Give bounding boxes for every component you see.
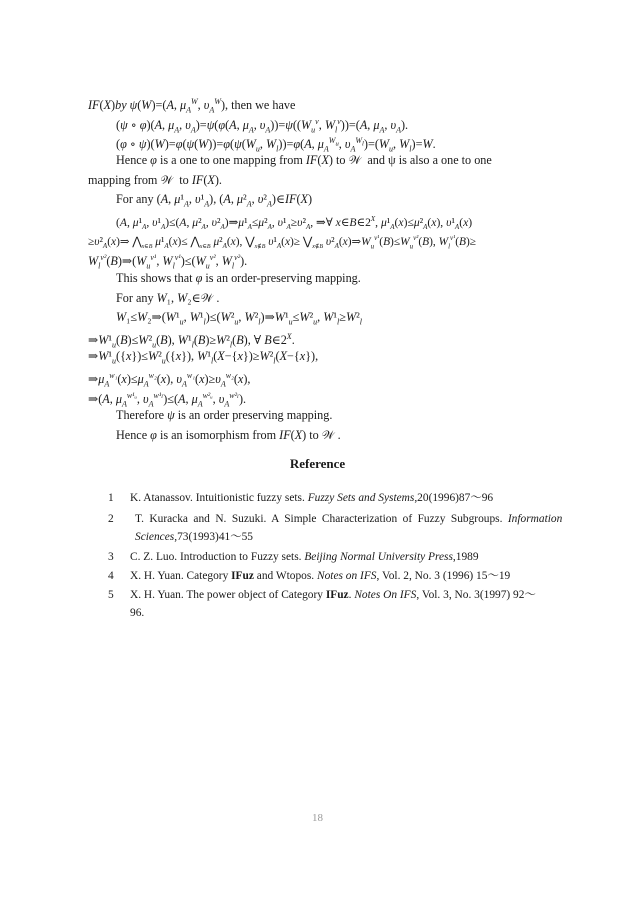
text-line: $\ge\upsilon^2_A(x)\Rightarrow$ $⋀_{x\in B}$ $\mu^1_A(x)\le$ $⋀_{x\in B}$ $\mu^2_A(x)$, $⋁_{x\notin B}$ $\upsilon^1_A(x)\ge$ $⋁_{x\notin B}$ $\upsilon^2_A(x)\Rightarrow W_u^{v^1}(B)\le W_u^{v^2}(B)$, $W_l^{v^1}(B)\ge$ (88, 234, 477, 251)
text-line: (A, $\mu^1_A$, $\upsilon^1_A)\le(A$, $\mu^2_A$, $\upsilon^2_A)\Rightarrow\mu^1_A\le\mu^2_A$, $\upsilon^1_A\ge\upsilon^2_A$, ⇒∀ $x\in B\in 2^X$, $\mu^1_A(x)\le\mu^2_A(x)$, $\upsilon^1_A(x)$ (116, 215, 473, 232)
reference-number: 5 (108, 589, 114, 601)
reference-number: 3 (108, 551, 114, 563)
references-heading: Reference (289, 456, 346, 471)
text-line: This shows that φ is an order-preserving mapping. (116, 271, 361, 285)
text-line: Hence φ is an isomorphism from IF(X) to 𝒲 . (116, 428, 341, 442)
text-line: $\Rightarrow W^1_u(\{x\})\le W^2_u(\{x\})$, $W^1_l(X-\{x\})\ge W^2_l(X-\{x\})$, (88, 349, 319, 366)
reference-authors: T. Kuracka and N. Suzuki. A Simple Characterization of Fuzzy Subgroups. (135, 513, 508, 525)
page-number: 18 (312, 812, 323, 824)
reference-details: , Vol. 2, No. 3 (1996) 15～19 (376, 570, 511, 582)
reference-title: and Wtopos. (253, 570, 317, 582)
reference-number: 2 (108, 513, 114, 525)
text-line: ⇒(A, $\mu_A^{w^1ᵤ}$, $\upsilon_A^{w^1_l})\le(A$, $\mu_A^{w^2ᵤ}$, $\upsilon_A^{w^2_l}$). (88, 391, 247, 409)
text-line: $\Rightarrow W^1_u(B)\le W^2_u(B)$, $W^1_l(B)\ge W^2_l(B)$, ∀ $B\in 2^X$. (88, 332, 295, 350)
reference-authors: K. Atanassov. Intuitionistic fuzzy sets. (130, 492, 308, 504)
text-line: (φ ∘ $\psi)(W)=\varphi(\psi(W))=\varphi(\psi(W_u$, $W_l))=\varphi(A$, $\mu_A^{W_u}$, $\upsilon_A^{W_l})=(W_u$, $W_l)=W$. (116, 136, 436, 154)
reference-number: 1 (108, 492, 114, 504)
reference-item (108, 549, 568, 565)
reference-venue-cont: Sciences (135, 531, 175, 543)
text-line: $\Rightarrow\mu_A^{w_1}(x)\le\mu_A^{w_2}(x)$, $\upsilon_A^{w_1}(x)\ge\upsilon_A^{w_2}(x)$, (88, 371, 251, 389)
reference-title: . (348, 589, 355, 601)
reference-details: ,73(1993)41～55 (174, 531, 253, 543)
text-line: Therefore ψ is an order preserving mapping. (116, 408, 333, 422)
reference-details: ,1989 (452, 551, 479, 563)
text-line: $W_1\le W_2\Rightarrow(W^1_u$, $W^1_l)\le(W^2_u$, $W^2_l)\Rightarrow W^1_u\le W^2_u$, $W^1_l\ge W^2_l$ (116, 310, 363, 327)
reference-venue: Beijing Normal University Press (304, 551, 453, 563)
reference-category: IFuz (325, 589, 349, 601)
reference-venue: Information (507, 513, 563, 525)
reference-details: ,20(1996)87～96 (414, 492, 494, 504)
text-line: (ψ ∘ φ)(A, $\mu_A$, $\upsilon_A)=\psi(\varphi(A$, $\mu_A$, $\upsilon_A))=\psi((W_u^v$, $W_l^v))=(A$, $\mu_A$, $\upsilon_A$). (116, 117, 409, 135)
reference-venue: Fuzzy Sets and Systems (307, 492, 415, 504)
text-line: For any W₁, W₂∈𝒲 . (116, 291, 220, 305)
reference-item (108, 490, 568, 506)
reference-item (108, 568, 568, 584)
reference-details: , Vol. 3, No. 3(1997) 92～ (416, 589, 536, 601)
reference-number: 4 (108, 570, 114, 582)
reference-authors: C. Z. Luo. Introduction to Fuzzy sets. (130, 551, 305, 563)
reference-authors: X. H. Yuan. Category (130, 570, 232, 582)
reference-item (108, 511, 568, 545)
text-line: For any (A, $\mu^1_A$, $\upsilon^1_A$), (A, $\mu^2_A$, $\upsilon^2_A)\in IF(X)$ (116, 192, 313, 209)
text-line: $W_l^{v^2}(B)\Rightarrow(W_u^{v^1}$, $W_l^{v^1})\le(W_u^{v^2}$, $W_l^{v^2}$). (88, 253, 248, 271)
text-line: mapping from 𝒲 to IF(X). (88, 173, 222, 187)
reference-category: IFuz (231, 570, 254, 582)
reference-details-cont: 96. (130, 607, 145, 619)
reference-venue: Notes on IFS (317, 570, 377, 582)
text-line: IF(X)by ψ(W)=(A, $\mu_A^W$, $\upsilon_A^W$), then we have (88, 97, 296, 115)
reference-authors: X. H. Yuan. The power object of Category (130, 589, 326, 601)
reference-venue: Notes On IFS (354, 589, 417, 601)
text-line: Hence φ is a one to one mapping from IF(X) to 𝒲 and ψ is also a one to one (116, 153, 492, 167)
reference-item (108, 587, 568, 621)
